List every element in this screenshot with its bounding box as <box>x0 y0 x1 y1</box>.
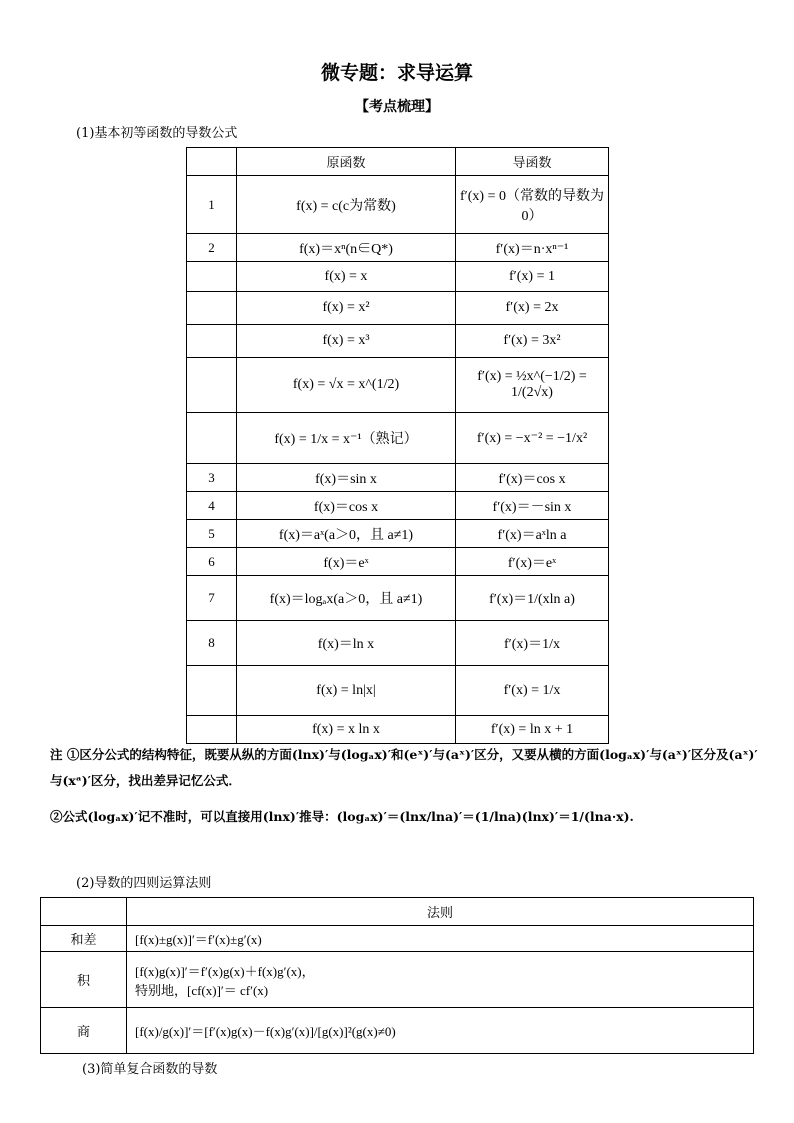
rule-name: 积 <box>41 952 127 1008</box>
table-row <box>187 716 609 744</box>
original-function: f(x) = √x = x^(1/2) <box>237 358 456 413</box>
table-row <box>187 413 609 464</box>
rule-text: [f(x)±g(x)]′＝f′(x)±g′(x) <box>127 926 754 952</box>
header-cell: 导函数 <box>456 148 609 176</box>
original-function: f(x)＝logₐx(a＞0，且 a≠1) <box>237 576 456 621</box>
ops-header-empty <box>41 898 127 926</box>
rule-name: 和差 <box>41 926 127 952</box>
original-function: f(x)＝cos x <box>237 492 456 520</box>
derivative-function: f′(x)＝－sin x <box>456 492 609 520</box>
rule-cell <box>127 952 754 1008</box>
derivative-function: f′(x)＝eˣ <box>456 548 609 576</box>
page-title: 微专题：求导运算 <box>320 62 473 84</box>
derivative-function: f′(x) = 2x <box>456 292 609 325</box>
table-row <box>41 952 754 1008</box>
row-number <box>187 413 237 464</box>
original-function: f(x) = x <box>237 262 456 292</box>
original-function: f(x)＝xⁿ(n∈Q*) <box>237 234 456 262</box>
row-number <box>187 358 237 413</box>
original-function: f(x) = x² <box>237 292 456 325</box>
operation-rules-table <box>40 897 754 1054</box>
original-function: f(x) = x³ <box>237 325 456 358</box>
row-number <box>187 292 237 325</box>
row-number <box>187 716 237 744</box>
table-row <box>187 262 609 292</box>
derivative-function: f′(x)＝aˣln a <box>456 520 609 548</box>
table-row <box>41 926 754 952</box>
section1-heading: (1)基本初等函数的导数公式 <box>76 126 238 141</box>
derivative-function: f′(x) = ln x + 1 <box>456 716 609 744</box>
row-number <box>187 325 237 358</box>
row-number: 2 <box>187 234 237 262</box>
row-number: 3 <box>187 464 237 492</box>
ops-header: 法则 <box>127 898 754 926</box>
derivative-function: f′(x)＝cos x <box>456 464 609 492</box>
derivative-function: f′(x) = 1/x <box>456 666 609 716</box>
row-number: 8 <box>187 621 237 666</box>
original-function: f(x) = 1/x = x⁻¹（熟记） <box>237 413 456 464</box>
derivative-function: f′(x)＝n·xⁿ⁻¹ <box>456 234 609 262</box>
derivative-function: f′(x) = −x⁻² = −1/x² <box>456 413 609 464</box>
row-number: 5 <box>187 520 237 548</box>
rule-name: 商 <box>41 1008 127 1054</box>
derivative-function: f′(x)＝1/(xln a) <box>456 576 609 621</box>
table-row <box>187 520 609 548</box>
derivative-function: f′(x) = 0（常数的导数为 0） <box>456 176 609 234</box>
row-number: 1 <box>187 176 237 234</box>
original-function: f(x)＝ln x <box>237 621 456 666</box>
original-function: f(x) = x ln x <box>237 716 456 744</box>
derivative-function: f′(x) = 1 <box>456 262 609 292</box>
table-row <box>187 325 609 358</box>
table-row <box>187 358 609 413</box>
table-row <box>187 492 609 520</box>
table-row <box>187 176 609 234</box>
derivative-formula-table <box>186 147 609 744</box>
rule-text: [f(x)/g(x)]′＝[f′(x)g(x)－f(x)g′(x)]/[g(x)]²(g(x)≠0) <box>127 1008 754 1054</box>
table-row <box>187 576 609 621</box>
table-header-row <box>187 148 609 176</box>
section3-heading: (3)简单复合函数的导数 <box>82 1062 218 1077</box>
table-row <box>187 666 609 716</box>
derivative-function: f′(x)＝1/x <box>456 621 609 666</box>
note-1: 注 ①区分公式的结构特征，既要从纵的方面(lnx)′与(logₐx)′和(eˣ)′与(aˣ)′区分，又要从横的方面(logₐx)′与(aˣ)′区分及(aˣ)′与(xᵃ)′区分，找出差异记忆公式． <box>50 747 758 788</box>
derivative-function: f′(x) = 3x² <box>456 325 609 358</box>
original-function: f(x) = ln|x| <box>237 666 456 716</box>
row-number <box>187 262 237 292</box>
rule-text: [f(x)g(x)]′＝f′(x)g(x)＋f(x)g′(x)， <box>135 963 315 979</box>
table-row <box>187 464 609 492</box>
row-number: 6 <box>187 548 237 576</box>
section2-heading: (2)导数的四则运算法则 <box>76 876 212 891</box>
original-function: f(x)＝sin x <box>237 464 456 492</box>
original-function: f(x) = c(c为常数) <box>237 176 456 234</box>
original-function: f(x)＝eˣ <box>237 548 456 576</box>
derivative-function: f′(x) = ½x^(−1/2) = 1/(2√x) <box>456 358 609 413</box>
row-number: 7 <box>187 576 237 621</box>
table-row <box>187 621 609 666</box>
row-number: 4 <box>187 492 237 520</box>
original-function: f(x)＝aˣ(a＞0，且 a≠1) <box>237 520 456 548</box>
row-number <box>187 666 237 716</box>
table-row <box>41 1008 754 1054</box>
table-row <box>187 234 609 262</box>
table-row <box>187 548 609 576</box>
rule-text-special: 特别地，[cf(x)]′＝ cf′(x) <box>135 982 269 998</box>
note-2: ②公式(logₐx)′记不准时，可以直接用(lnx)′推导：(logₐx)′＝(lnx/lna)′＝(1/lna)(lnx)′＝1/(lna·x). <box>50 809 634 824</box>
header-cell <box>187 148 237 176</box>
table-row <box>187 292 609 325</box>
header-cell: 原函数 <box>237 148 456 176</box>
page-subtitle: 【考点梳理】 <box>355 99 439 115</box>
